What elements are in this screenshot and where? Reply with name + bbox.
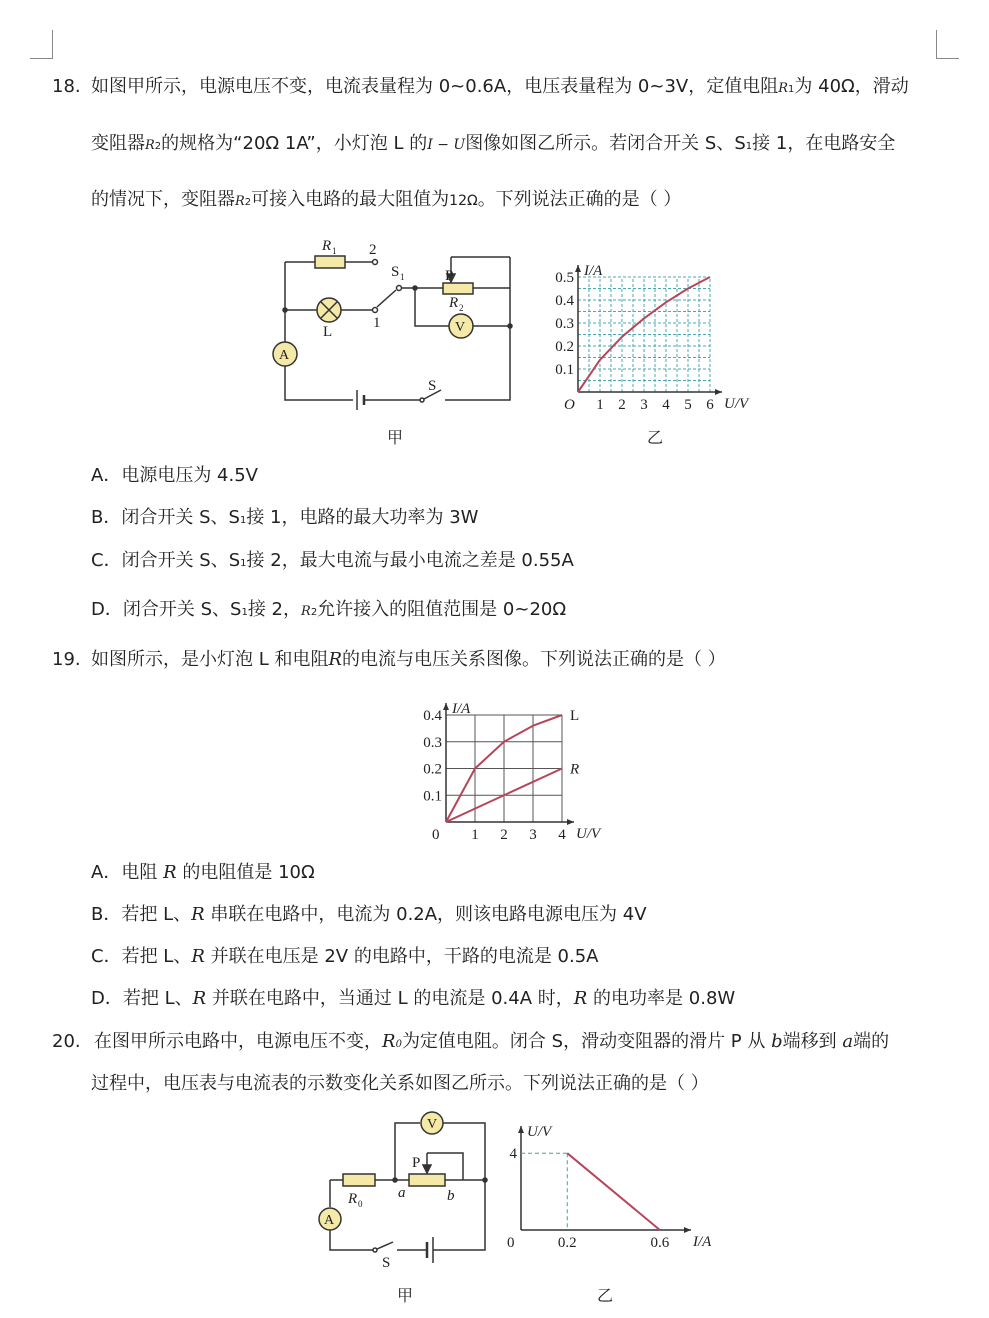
label-end-b: b [447,1188,455,1204]
ammeter-label: A [324,1213,335,1228]
label-r1-sub: 1 [332,246,337,256]
x-axis-arrow [567,819,574,825]
x-tick-label: 2 [500,827,508,843]
x-tick-label: 1 [596,397,604,413]
x-axis-arrow [684,1227,691,1233]
q20-circuit-diagram [305,1105,505,1275]
q19-option-c[interactable]: C．若把 L、R 并联在电压是 2V 的电路中，干路的电流是 0.5A [91,946,599,967]
label-node-2: 2 [369,242,377,258]
label-s1-sub: 1 [400,272,405,282]
q18-caption-right: 乙 [647,428,664,447]
y-tick-label: 0.5 [555,270,574,286]
y-axis-arrow [575,265,581,272]
x-tick-label: 0.6 [650,1235,670,1251]
x-tick-label: 2 [618,397,626,413]
corner-mark-left [30,30,53,59]
q19-number: 19. [52,649,81,670]
q20-ui-chart [500,1118,715,1258]
x-axis-arrow [715,389,722,395]
q18-option-d[interactable]: D．闭合开关 S、S1接 2，R2允许接入的阻值范围是 0~20Ω [91,599,567,620]
y-tick-label: 0.4 [555,293,574,309]
y-axis-arrow [443,703,449,710]
series-label-r: R [570,761,580,778]
origin-label: O [564,397,575,413]
y-tick-label: 0.3 [555,316,574,332]
q20-line2: 过程中，电压表与电流表的示数变化关系如图乙所示。下列说法正确的是（ ） [91,1073,709,1094]
label-p: P [412,1155,421,1171]
y-tick-label: 0.1 [423,788,442,805]
q19-line1: 如图所示，是小灯泡 L 和电阻R的电流与电压关系图像。下列说法正确的是（ ） [91,649,726,670]
x-axis-label: U/V [724,396,749,412]
q20-number: 20. [52,1031,81,1052]
q18-number: 18. [52,76,81,97]
label-p: P [445,268,454,284]
voltmeter-label: V [455,320,466,335]
q20-caption-left: 甲 [397,1286,414,1305]
label-node-1: 1 [373,315,381,331]
label-r0: R [348,1191,358,1207]
ammeter-label: A [279,348,290,363]
y-axis-label: I/A [452,701,471,717]
y-tick-label: 0.2 [555,339,574,355]
x-tick-label: 3 [529,827,537,843]
label-end-a: a [398,1185,406,1201]
q18-line2: 变阻器R2的规格为“20Ω 1A”，小灯泡 L 的I − U图像如图乙所示。若闭合开关 S、S1接 1，在电路安全 [91,133,896,154]
y-tick-label: 4 [509,1146,517,1163]
y-axis-label: I/A [584,263,603,279]
corner-mark-right [936,30,959,59]
y-axis-label: U/V [527,1124,552,1140]
label-r0-sub: 0 [358,1199,363,1209]
q18-option-c[interactable]: C．闭合开关 S、S1接 2，最大电流与最小电流之差是 0.55A [91,550,574,571]
voltmeter-label: V [427,1117,438,1132]
series-label-l: L [570,708,580,724]
y-tick-label: 0.1 [555,362,574,378]
q20-caption-right: 乙 [597,1286,614,1305]
q19-option-b[interactable]: B．若把 L、R 串联在电路中，电流为 0.2A，则该电路电源电压为 4V [91,904,647,925]
label-r1: R [322,238,332,254]
q18-line3: 的情况下，变阻器R2可接入电路的最大阻值为12Ω。下列说法正确的是（ ） [91,189,682,210]
label-switch-s: S [428,378,437,394]
label-s1: S [391,264,400,280]
q19-option-a[interactable]: A．电阻 R 的电阻值是 10Ω [91,862,315,883]
origin-label: 0 [432,827,440,843]
x-axis-label: I/A [693,1234,712,1250]
y-axis-arrow [518,1126,524,1133]
q18-option-b[interactable]: B．闭合开关 S、S1接 1，电路的最大功率为 3W [91,507,479,528]
q19-iu-chart [408,680,628,850]
y-tick-label: 0.4 [423,708,442,724]
series-line-u-i [567,1153,660,1230]
label-r2-sub: 2 [459,303,464,313]
x-tick-label: 4 [558,827,566,843]
label-switch-s: S [382,1255,391,1271]
q18-circuit-diagram [265,232,525,422]
x-tick-label: 6 [706,397,714,413]
x-tick-label: 0.2 [557,1235,577,1251]
label-lamp: L [323,324,333,340]
x-tick-label: 4 [662,397,670,413]
q18-caption-left: 甲 [387,428,404,447]
q18-option-a[interactable]: A．电源电压为 4.5V [91,465,258,486]
x-tick-label: 5 [684,397,692,413]
x-tick-label: 1 [471,827,479,843]
q19-option-d[interactable]: D．若把 L、R 并联在电路中，当通过 L 的电流是 0.4A 时，R 的电功率是 0.8W [91,988,736,1009]
x-axis-label: U/V [576,826,601,842]
x-tick-label: 3 [640,397,648,413]
y-tick-label: 0.2 [423,761,442,778]
label-r2: R [449,295,459,311]
q18-line1: 如图甲所示，电源电压不变，电流表量程为 0~0.6A，电压表量程为 0~3V，定值电阻R1为 40Ω，滑动 [91,76,909,97]
q20-line1: 在图甲所示电路中，电源电压不变，R0为定值电阻。闭合 S，滑动变阻器的滑片 P 从 b端移到 a端的 [94,1031,890,1052]
q18-iu-chart [540,240,770,425]
y-tick-label: 0.3 [423,734,442,751]
origin-label: 0 [507,1235,515,1251]
